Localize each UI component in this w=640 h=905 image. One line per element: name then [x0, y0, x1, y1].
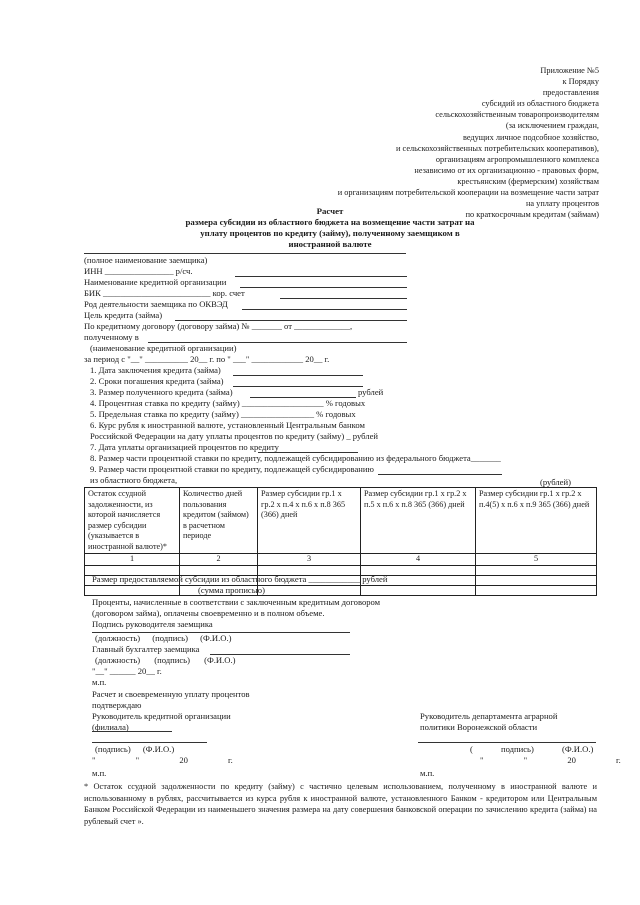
date-field[interactable]: " " 20 г.	[92, 755, 233, 765]
table-header-cell: Размер субсидии гр.1 x гр.2 x п.4 x п.6 x п.8 365 (366) дней	[258, 488, 361, 554]
signature-caption: ( подпись) (Ф.И.О.)	[470, 744, 594, 754]
signature-caption: (должность) (подпись) (Ф.И.О.)	[95, 633, 232, 643]
item-5: 5. Предельная ставка по кредиту (займу) _________________ % годовых	[90, 409, 356, 419]
document-title	[180, 206, 480, 250]
corr-account-line[interactable]	[280, 298, 407, 299]
header-line: сельскохозяйственным товаропроизводителям	[435, 110, 599, 120]
confirm-line-2: подтверждаю	[92, 700, 142, 710]
bank-head-label: Руководитель кредитной организации	[92, 711, 231, 721]
head-signature-label: Подпись руководителя заемщика	[92, 619, 213, 629]
title-line: Расчет	[316, 206, 344, 216]
item-2: 2. Сроки погашения кредита (займа)	[90, 376, 224, 386]
received-from-label: полученному в	[84, 332, 139, 342]
borrower-name-line[interactable]	[84, 253, 406, 254]
signature-caption: (должность) (подпись) (Ф.И.О.)	[95, 655, 236, 665]
okved-label: Род деятельности заемщика по ОКВЭД	[84, 299, 228, 309]
table-cell[interactable]	[258, 585, 361, 595]
table-header-cell: Количество дней пользования кредитом (займом) в расчетном периоде	[180, 488, 258, 554]
interest-statement-2: (договором займа), оплачены своевременно и в полном объеме.	[92, 608, 325, 618]
header-line: ведущих личное подсобное хозяйство,	[462, 132, 599, 142]
department-signature-line[interactable]	[418, 742, 596, 743]
bank-signature-line[interactable]	[92, 742, 207, 743]
item-3-unit: рублей	[358, 387, 384, 397]
table-header-cell: Размер субсидии гр.1 x гр.2 x п.4(5) x п.6 x п.9 365 (366) дней	[476, 488, 597, 554]
department-head-2: политики Воронежской области	[420, 722, 538, 732]
item-2-line[interactable]	[233, 386, 363, 387]
contract-field: По кредитному договору (договору займа) № _______ от _____________,	[84, 321, 353, 331]
item-6-line-a: 6. Курс рубля к иностранной валюте, установленный Центральным банком	[90, 420, 365, 430]
table-cell[interactable]	[476, 565, 597, 575]
purpose-label: Цель кредита (займа)	[84, 310, 163, 320]
table-cell[interactable]	[361, 585, 476, 595]
date-field[interactable]: " " 20 г.	[480, 755, 621, 765]
item-9-line-b: из областного бюджета,	[90, 475, 178, 485]
title-line: иностранной валюте	[288, 239, 372, 249]
item-9-line[interactable]	[378, 474, 502, 475]
item-6-line-b: Российской Федерации на дату уплаты процентов по кредиту (займу) _ рублей	[90, 431, 379, 441]
header-line: к Порядку	[562, 77, 599, 87]
table-header-cell: Остаток ссудной задолженности, из которой начисляется размер субсидии (указывается в иностранной валюте)*	[85, 488, 180, 554]
header-line: (за исключением граждан,	[505, 121, 599, 131]
header-line: крестьянским (фермерским) хозяйствам	[457, 176, 599, 186]
table-header-cell: Размер субсидии гр.1 x гр.2 x п.5 x п.6 x п.8 365 (366) дней	[361, 488, 476, 554]
item-7: 7. Дата уплаты организацией процентов по кредиту	[90, 442, 279, 452]
subsidy-amount: Размер предоставляемой субсидии из областного бюджета ____________ рублей	[92, 574, 388, 584]
table-unit-label: (рублей)	[540, 477, 571, 487]
table-header-row	[85, 488, 597, 554]
table-cell[interactable]	[476, 575, 597, 585]
stamp-place: м.п.	[92, 677, 107, 687]
bank-head-line[interactable]	[92, 731, 172, 732]
footnote: * Остаток ссудной задолженности по кредиту (займу) с частично целевым использованием, полученному в иностранной валюте и использованному в рублях, рассчитывается из курса рубля к иностранной валюте, установленного Банком - кредитором или Центральным Банком Российской Федерации из наименьшего значения размера на дату совершения банковской операции по зачислению кредита (займа) на рублевый счет ».	[84, 782, 597, 826]
column-number: 2	[180, 554, 258, 566]
column-number: 4	[361, 554, 476, 566]
interest-statement-1: Проценты, начисленные в соответствии с заключенным кредитным договором	[92, 597, 381, 607]
header-line: Приложение №5	[540, 66, 599, 75]
header-line: и сельскохозяйственных потребительских кооперативов),	[396, 143, 599, 153]
table-number-row	[85, 554, 597, 566]
item-4: 4. Процентная ставка по кредиту (займу) ___________________ % годовых	[90, 398, 366, 408]
header-line: субсидий из областного бюджета	[481, 99, 599, 109]
branch-label: (филиала)	[92, 722, 129, 732]
item-9-line-a: 9. Размер части процентной ставки по кредиту, подлежащей субсидированию	[90, 464, 374, 474]
table-cell[interactable]	[476, 585, 597, 595]
org-caption: (наименование кредитной организации)	[90, 343, 237, 353]
table-row[interactable]	[85, 585, 597, 595]
item-1-line[interactable]	[233, 375, 363, 376]
confirm-line-1: Расчет и своевременную уплату процентов	[92, 689, 250, 699]
item-8: 8. Размер части процентной ставки по кредиту, подлежащей субсидированию из федерального бюджета_______	[90, 453, 501, 463]
in-words-caption: (сумма прописью)	[198, 585, 265, 595]
period-field: за период с "__" __________ 20__ г. по " ___" ____________ 20__ г.	[84, 354, 330, 364]
stamp-place: м.п.	[420, 768, 435, 778]
item-3: 3. Размер полученного кредита (займа)	[90, 387, 233, 397]
column-number: 5	[476, 554, 597, 566]
bank-name-line[interactable]	[240, 287, 407, 288]
table-cell[interactable]	[85, 585, 180, 595]
header-line: организациям агропромышленного комплекса	[435, 154, 599, 164]
account-line[interactable]	[235, 276, 407, 277]
signature-caption: (подпись) (Ф.И.О.)	[95, 744, 175, 754]
header-line: независимо от их организационно - правовых форм,	[414, 165, 599, 175]
bank-name-label: Наименование кредитной организации	[84, 277, 227, 287]
chief-accountant-label: Главный бухгалтер заемщика	[92, 644, 200, 654]
okved-line[interactable]	[242, 309, 407, 310]
inn-field: ИНН ________________ р/сч.	[84, 266, 193, 276]
department-head-1: Руководитель департамента аграрной	[420, 711, 558, 721]
borrower-caption: (полное наименование заемщика)	[84, 255, 208, 265]
stamp-place: м.п.	[92, 768, 107, 778]
title-line: размера субсидии из областного бюджета на возмещение части затрат на	[185, 217, 475, 227]
date-field[interactable]: "__" ______ 20__ г.	[92, 666, 162, 676]
title-line: уплату процентов по кредиту (займу), полученному заемщиком в	[200, 228, 460, 238]
appendix-header	[279, 65, 599, 220]
column-number: 1	[85, 554, 180, 566]
header-line: на уплату процентов	[525, 199, 599, 209]
item-1: 1. Дата заключения кредита (займа)	[90, 365, 221, 375]
header-line: по краткосрочным кредитам (займам)	[465, 210, 599, 220]
column-number: 3	[258, 554, 361, 566]
header-line: и организациям потребительской кооперации на возмещение части затрат	[337, 188, 599, 198]
bik-field: БИК _________________________ кор. счет	[84, 288, 245, 298]
header-line: предоставления	[542, 88, 599, 98]
